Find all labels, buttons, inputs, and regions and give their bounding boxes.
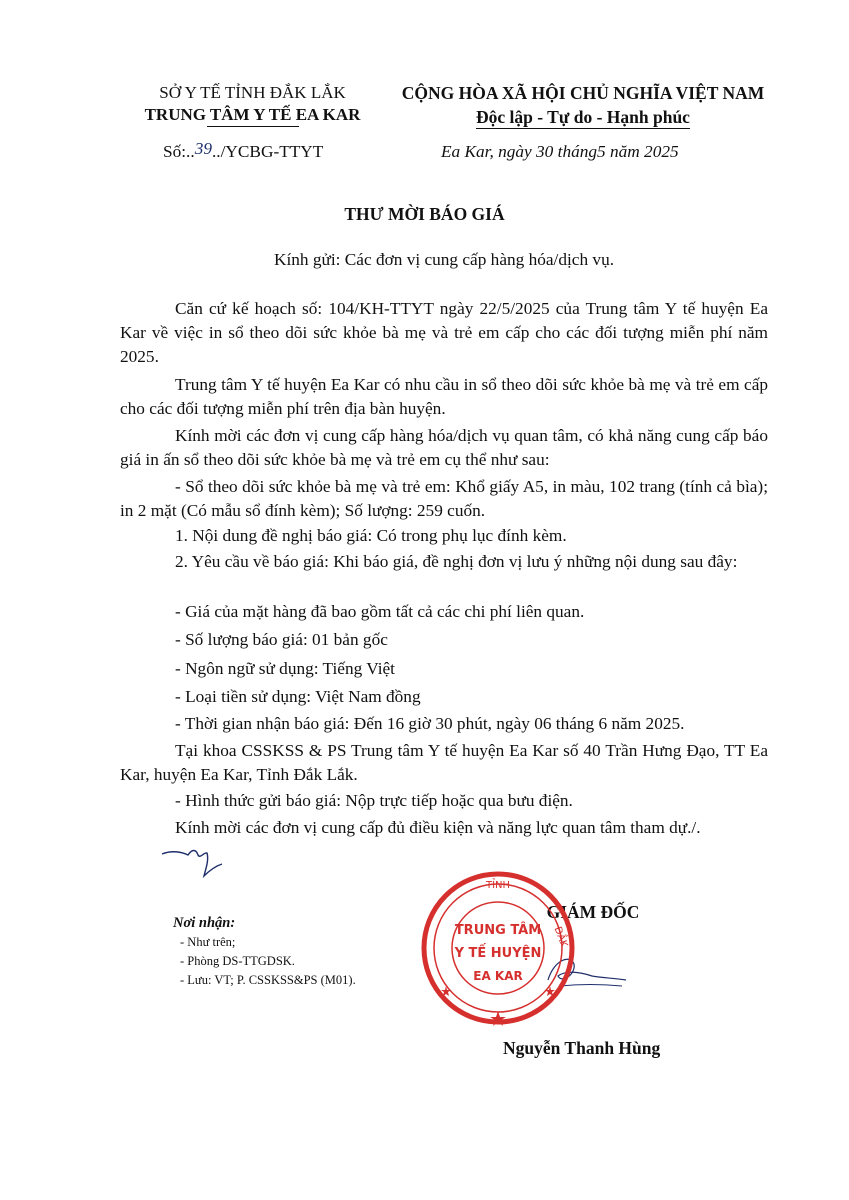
signer-name: Nguyễn Thanh Hùng xyxy=(503,1038,661,1058)
paragraph-need: Trung tâm Y tế huyện Ea Kar có nhu cầu in sổ theo dõi sức khỏe bà mẹ và trẻ em cấp cho các đối tượng miễn phí trên địa bàn huyện. xyxy=(120,375,768,418)
greeting: Kính gửi: Các đơn vị cung cấp hàng hóa/dịch vụ. xyxy=(273,250,615,269)
recipient-item: - Phòng DS-TTGDSK. xyxy=(180,954,295,968)
recipients-title: Nơi nhận: xyxy=(173,915,236,931)
recipients-block xyxy=(173,914,356,990)
item-quantity: - Số lượng báo giá: 01 bản gốc xyxy=(175,630,388,649)
national-motto xyxy=(378,104,788,130)
item-language: - Ngôn ngữ sử dụng: Tiếng Việt xyxy=(175,659,395,678)
item-price: - Giá của mặt hàng đã bao gồm tất cả các chi phí liên quan. xyxy=(175,602,585,621)
document-title: THƯ MỜI BÁO GIÁ xyxy=(344,204,505,224)
issuer-parent: SỞ Y TẾ TỈNH ĐẮK LẮK xyxy=(159,83,346,102)
paragraph-location: Tại khoa CSSKSS & PS Trung tâm Y tế huyện Ea Kar số 40 Trần Hưng Đạo, TT Ea Kar, huyện Ea Kar, Tỉnh Đắk Lắk. xyxy=(120,741,768,784)
paragraph-invitation: Kính mời các đơn vị cung cấp hàng hóa/dịch vụ quan tâm, có khả năng cung cấp báo giá in ấn sổ theo dõi sức khỏe bà mẹ và trẻ em cụ thể như sau: xyxy=(120,426,768,469)
issuer-underline xyxy=(207,126,299,127)
document-date: Ea Kar, ngày 30 tháng5 năm 2025 xyxy=(441,142,679,161)
stamp-ring-right: ĐẮK xyxy=(551,925,570,949)
recipient-item: - Như trên; xyxy=(180,935,236,949)
stamp-stars xyxy=(441,986,555,1026)
recipient-item: - Lưu: VT; P. CSSKSS&PS (M01). xyxy=(180,973,356,987)
document-number xyxy=(163,139,324,162)
national-header xyxy=(378,82,788,130)
stamp-line-3: EA KAR xyxy=(473,969,523,983)
national-motto-text: Độc lập - Tự do - Hạnh phúc xyxy=(476,107,690,127)
item-submission: - Hình thức gửi báo giá: Nộp trực tiếp hoặc qua bưu điện. xyxy=(175,791,573,810)
item-content: 1. Nội dung đề nghị báo giá: Có trong phụ lục đính kèm. xyxy=(175,526,567,545)
paragraph-spec: - Sổ theo dõi sức khỏe bà mẹ và trẻ em: Khổ giấy A5, in màu, 102 trang (tính cả bìa); in 2 mặt (Có mẫu sổ đính kèm); Số lượng: 259 cuốn. xyxy=(120,477,768,520)
official-stamp xyxy=(418,868,578,1028)
doc-number-suffix: ../YCBG-TTYT xyxy=(211,142,324,161)
stamp-line-2: Y TẾ HUYỆN xyxy=(454,946,542,961)
item-deadline: - Thời gian nhận báo giá: Đến 16 giờ 30 phút, ngày 06 tháng 6 năm 2025. xyxy=(175,714,685,733)
paragraph-requirements: 2. Yêu cầu về báo giá: Khi báo giá, đề nghị đơn vị lưu ý những nội dung sau đây: xyxy=(175,552,738,571)
doc-number-value: 39 xyxy=(194,139,212,158)
doc-number-prefix: Số:.. xyxy=(163,142,195,161)
paragraph-basis: Căn cứ kế hoạch số: 104/KH-TTYT ngày 22/5/2025 của Trung tâm Y tế huyện Ea Kar về việc in sổ theo dõi sức khỏe bà mẹ và trẻ em cấp cho các đối tượng miễn phí năm 2025. xyxy=(120,299,768,366)
signer-position: GIÁM ĐỐC xyxy=(546,902,640,922)
national-title: CỘNG HÒA XÃ HỘI CHỦ NGHĨA VIỆT NAM xyxy=(401,83,765,103)
item-currency: - Loại tiền sử dụng: Việt Nam đồng xyxy=(175,687,421,706)
stamp-ring-top: TỈNH xyxy=(485,880,511,891)
paragraph-closing: Kính mời các đơn vị cung cấp đủ điều kiện và năng lực quan tâm tham dự./. xyxy=(175,818,701,837)
stamp-line-1: TRUNG TÂM xyxy=(454,923,542,938)
issuer-name: TRUNG TÂM Y TẾ EA KAR xyxy=(144,105,361,124)
issuer-block xyxy=(120,82,385,127)
initial-signature xyxy=(160,840,230,885)
